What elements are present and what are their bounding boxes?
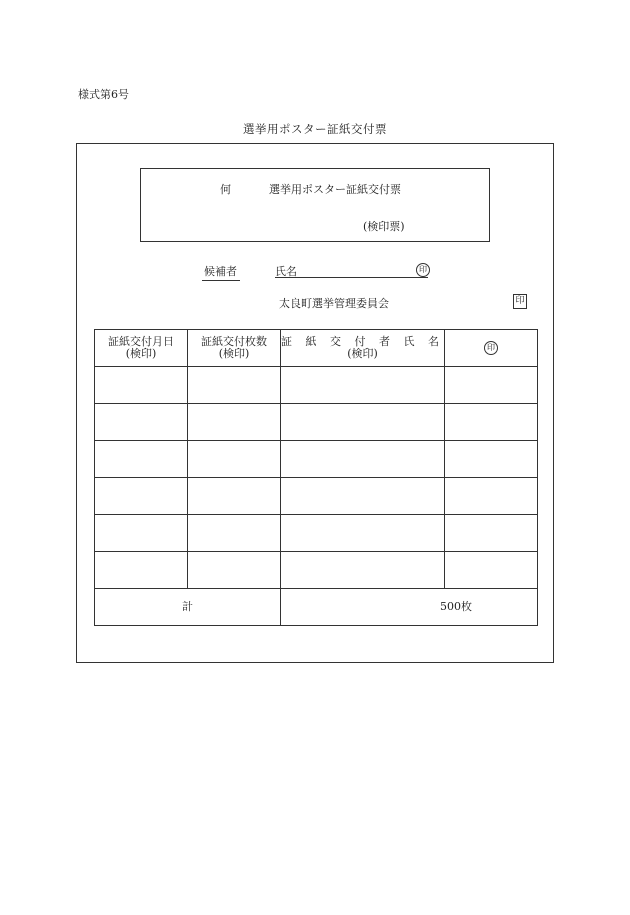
ticket-inspection-label: (検印票) bbox=[363, 220, 405, 233]
ticket-name: 選挙用ポスター証紙交付票 bbox=[269, 183, 401, 196]
table-row bbox=[95, 552, 538, 589]
cell-issuer[interactable] bbox=[281, 552, 445, 589]
cell-issuer[interactable] bbox=[281, 441, 445, 478]
header-seal bbox=[445, 330, 538, 367]
header-issuer-name: 証 紙 交 付 者 氏 名 (検印) bbox=[281, 330, 445, 367]
cell-date[interactable] bbox=[95, 515, 188, 552]
cell-issuer[interactable] bbox=[281, 367, 445, 404]
cell-issuer[interactable] bbox=[281, 515, 445, 552]
cell-seal[interactable] bbox=[445, 441, 538, 478]
cell-count[interactable] bbox=[188, 478, 281, 515]
table-row bbox=[95, 367, 538, 404]
cell-seal[interactable] bbox=[445, 404, 538, 441]
ticket-box bbox=[140, 168, 490, 242]
cell-issuer[interactable] bbox=[281, 404, 445, 441]
total-label: 計 bbox=[95, 589, 281, 626]
candidate-name-label: 氏名 bbox=[275, 265, 297, 278]
committee-seal-icon: 印 bbox=[513, 294, 527, 309]
candidate-name-line bbox=[275, 277, 428, 278]
committee-name: 太良町選挙管理委員会 bbox=[279, 297, 389, 310]
table-header-row bbox=[95, 330, 538, 367]
issuance-table bbox=[94, 329, 538, 626]
cell-count[interactable] bbox=[188, 552, 281, 589]
candidate-label: 候補者 bbox=[202, 263, 240, 281]
table-row bbox=[95, 478, 538, 515]
cell-count[interactable] bbox=[188, 515, 281, 552]
form-number: 様式第6号 bbox=[78, 88, 129, 101]
cell-issuer[interactable] bbox=[281, 478, 445, 515]
cell-seal[interactable] bbox=[445, 515, 538, 552]
cell-count[interactable] bbox=[188, 367, 281, 404]
total-value: 500枚 bbox=[281, 589, 538, 626]
cell-date[interactable] bbox=[95, 404, 188, 441]
cell-date[interactable] bbox=[95, 478, 188, 515]
header-issue-count: 証紙交付枚数 (検印) bbox=[188, 330, 281, 367]
candidate-seal-icon: 印 bbox=[416, 263, 430, 277]
table-row bbox=[95, 441, 538, 478]
table-row bbox=[95, 404, 538, 441]
cell-seal[interactable] bbox=[445, 367, 538, 404]
cell-count[interactable] bbox=[188, 404, 281, 441]
total-row bbox=[95, 589, 538, 626]
table-row bbox=[95, 515, 538, 552]
document-title: 選挙用ポスター証紙交付票 bbox=[243, 122, 387, 136]
cell-seal[interactable] bbox=[445, 552, 538, 589]
cell-date[interactable] bbox=[95, 367, 188, 404]
cell-date[interactable] bbox=[95, 552, 188, 589]
cell-count[interactable] bbox=[188, 441, 281, 478]
header-issue-date: 証紙交付月日 (検印) bbox=[95, 330, 188, 367]
header-seal-icon: 印 bbox=[484, 341, 498, 355]
ticket-prefix: 何 bbox=[220, 183, 231, 196]
cell-seal[interactable] bbox=[445, 478, 538, 515]
cell-date[interactable] bbox=[95, 441, 188, 478]
